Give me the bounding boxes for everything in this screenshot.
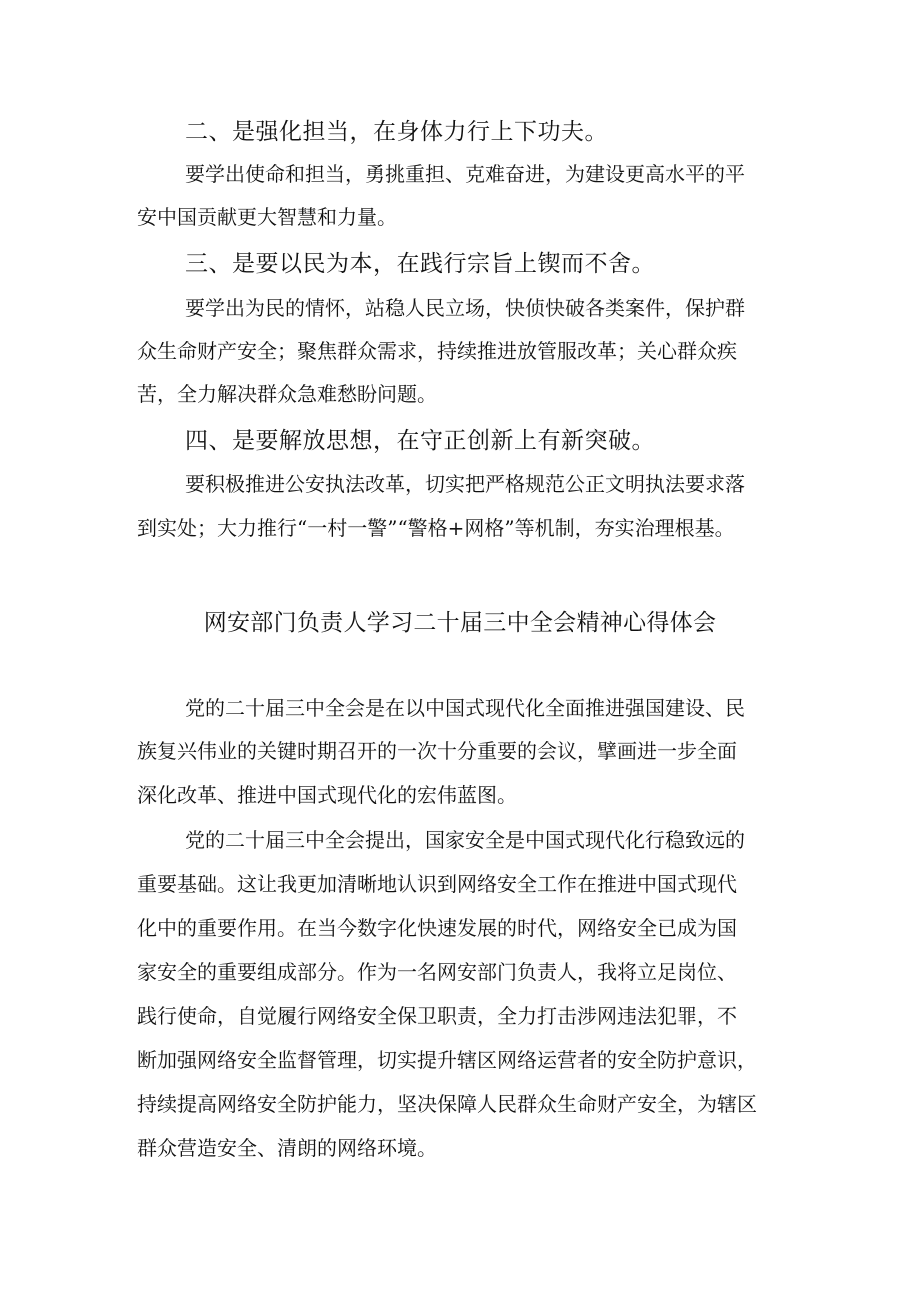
body-line: 族复兴伟业的关键时期召开的一次十分重要的会议，擘画进一步全面: [137, 739, 737, 763]
body-line: 要学出为民的情怀，站稳人民立场，快侦快破各类案件，保护群: [185, 296, 745, 320]
body-line: 持续提高网络安全防护能力，坚决保障人民群众生命财产安全，为辖区: [137, 1092, 757, 1116]
body-line: 断加强网络安全监督管理，切实提升辖区网络运营者的安全防护意识，: [137, 1048, 757, 1072]
section-heading: 三、是要以民为本，在践行宗旨上锲而不舍。: [185, 251, 655, 277]
body-line: 践行使命，自觉履行网络安全保卫职责，全力打击涉网违法犯罪，不: [137, 1004, 737, 1028]
body-line: 苦，全力解决群众急难愁盼问题。: [137, 382, 437, 406]
body-line: 安中国贡献更大智慧和力量。: [137, 205, 397, 229]
body-line: 家安全的重要组成部分。作为一名网安部门负责人，我将立足岗位、: [137, 960, 737, 984]
body-line: 群众营造安全、清朗的网络环境。: [137, 1136, 437, 1160]
body-line: 化中的重要作用。在当今数字化快速发展的时代，网络安全已成为国: [137, 916, 737, 940]
body-line: 党的二十届三中全会提出，国家安全是中国式现代化行稳致远的: [185, 828, 745, 852]
article-title: 网安部门负责人学习二十届三中全会精神心得体会: [203, 610, 717, 636]
body-line: 深化改革、推进中国式现代化的宏伟蓝图。: [137, 783, 517, 807]
body-line: 党的二十届三中全会是在以中国式现代化全面推进强国建设、民: [185, 696, 745, 720]
body-line: 到实处；大力推行“一村一警”“警格+网格”等机制，夯实治理根基。: [137, 516, 735, 540]
body-line: 众生命财产安全；聚焦群众需求，持续推进放管服改革；关心群众疾: [137, 339, 737, 363]
body-line: 要积极推进公安执法改革，切实把严格规范公正文明执法要求落: [185, 472, 745, 496]
body-line: 要学出使命和担当，勇挑重担、克难奋进，为建设更高水平的平: [185, 162, 745, 186]
body-line: 重要基础。这让我更加清晰地认识到网络安全工作在推进中国式现代: [137, 872, 737, 896]
section-heading: 二、是强化担当，在身体力行上下功夫。: [185, 119, 608, 145]
section-heading: 四、是要解放思想，在守正创新上有新突破。: [185, 428, 655, 454]
